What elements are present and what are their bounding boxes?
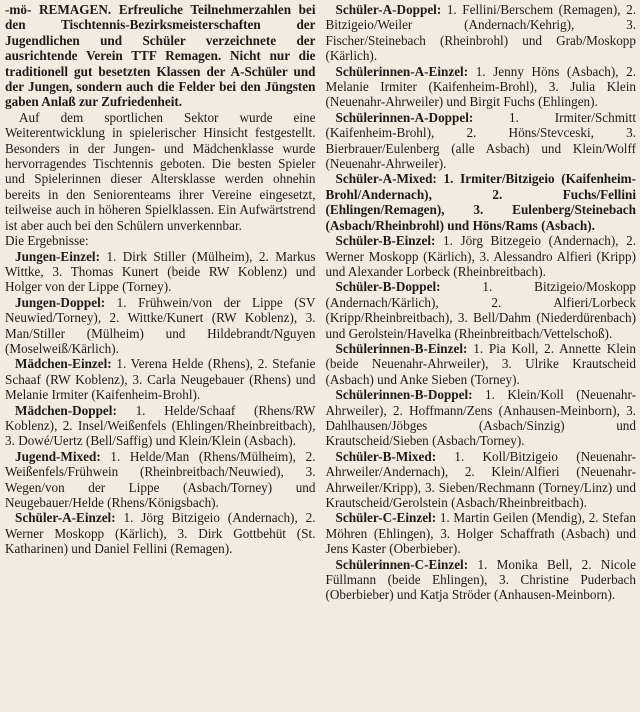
dateline: -mö- REMAGEN. — [5, 2, 112, 17]
result-maedchen-doppel: Mädchen-Doppel: 1. Helde/Schaaf (Rhens/RW Koblenz), 2. Insel/Weißenfels (Ehlingen/Rheinbreitbach), 3. Dowé/Uertz (Bell/Saffig) und Klein/Klein (Asbach). — [5, 402, 316, 449]
result-schueler-b-mixed: Schüler-B-Mixed: 1. Koll/Bitzigeio (Neuenahr-Ahrweiler/Andernach), 2. Klein/Alfieri (Neuenahr-Ahrweiler/Kripp), 3. Sieben/Rechmann (Torney/Linz) und Krautscheid/Gerolstein (Asbach/Rheinbreitbach). — [325, 448, 637, 510]
result-maedchen-einzel: Mädchen-Einzel: 1. Verena Helde (Rhens), 2. Stefanie Schaaf (RW Koblenz), 3. Carla Neugebauer (Rhens) und Melanie Irmiter (Kaifenheim-Brohl). — [5, 356, 316, 403]
lead-text: Erfreuliche Teilnehmerzahlen bei den Tischtennis-Bezirksmeisterschaften der Jugendlichen und Schüler verzeichnete der ausrichtende Verein TTF Remagen. Nicht nur die traditionell gut besetzten Klassen der A-Schüler und der Jungen, sondern auch die Felder bei den Jüngsten gaben Anlaß zur Zufriedenheit. — [5, 2, 316, 110]
right-column — [326, 2, 637, 712]
article-lead — [5, 2, 316, 110]
article-paragraph: Auf dem sportlichen Sektor wurde eine Weiterentwicklung in spielerischer Hinsicht festgestellt. Besonders in der Jungen- und Mädchenklasse wurde hervorragendes Tischtennis geboten. Die besten Spieler und Spielerinnen dieser Altersklasse werden ohnehin bereits in den Seniorenteams ihrer Vereine eingesetzt, teilweise auch in höheren Spielklassen. Ein Aufwärtstrend ist aber auch bei den Schülern unverkennbar. — [5, 109, 316, 233]
result-schuelerinnen-c-einzel: Schülerinnen-C-Einzel: 1. Monika Bell, 2. Nicole Füllmann (beide Ehlingen), 3. Christine Puderbach (Oberbieber) und Katja Ströder (Anhausen-Meinborn). — [325, 556, 637, 603]
result-jungen-doppel: Jungen-Doppel: 1. Frühwein/von der Lippe (SV Neuwied/Torney), 2. Wittke/Kunert (RW Koblenz), 3. Man/Stiller (Mülheim) und Hildebrandt/Nguyen (Moselweiß/Kärlich). — [5, 294, 316, 356]
result-schueler-b-doppel: Schüler-B-Doppel: 1. Bitzigeio/Moskopp (Andernach/Kärlich), 2. Alfieri/Lorbeck (Kripp/Rheinbreitbach), 3. Bell/Dahm (Niederdürenbach) und Gerolstein/Havelka (Rheinbreitbach/Vettelschoß). — [325, 279, 636, 341]
result-schuelerinnen-b-doppel: Schülerinnen-B-Doppel: 1. Klein/Koll (Neuenahr-Ahrweiler), 2. Hoffmann/Zens (Anhausen-Meinborn), 3. Dahlhausen/Jöbges (Asbach/Sinzig) und Krautscheid/Sieben (Asbach/Torney). — [325, 387, 637, 449]
result-schueler-c-einzel: Schüler-C-Einzel: 1. Martin Geilen (Mendig), 2. Stefan Möhren (Ehlingen), 3. Holger Schaffrath (Asbach) und Jens Kaster (Oberbieber). — [325, 510, 637, 557]
result-schuelerinnen-b-einzel: Schülerinnen-B-Einzel: 1. Pia Koll, 2. Annette Klein (beide Neuenahr-Ahrweiler), 3. Ulrike Krautscheid (Asbach) und Anke Sieben (Torney). — [325, 340, 636, 387]
results-intro: Die Ergebnisse: — [5, 233, 89, 249]
result-jugend-mixed: Jugend-Mixed: 1. Helde/Man (Rhens/Mülheim), 2. Weißenfels/Frühwein (Rheinbreitbach/Neuwied), 3. Wegen/von der Lippe (Asbach/Torney) und Neugebauer/Helde (Rhens/Königsbach). — [5, 448, 316, 510]
result-schuelerinnen-a-einzel: Schülerinnen-A-Einzel: 1. Jenny Höns (Asbach), 2. Melanie Irmiter (Kaifenheim-Brohl), 3. Julia Klein (Neuenahr-Ahrweiler) und Birgit Fuchs (Ehlingen). — [325, 63, 636, 110]
result-schueler-b-einzel: Schüler-B-Einzel: 1. Jörg Bitzegeio (Andernach), 2. Werner Moskopp (Kärlich), 3. Alessandro Alfieri (Kripp) und Alexander Lorbeck (Rheinbreitbach). — [325, 233, 637, 279]
left-column — [5, 2, 316, 712]
result-jungen-einzel: Jungen-Einzel: 1. Dirk Stiller (Mülheim), 2. Markus Wittke, 3. Thomas Kunert (beide RW Koblenz) und Holger von der Lippe (Torney). — [5, 248, 316, 295]
result-schueler-a-einzel: Schüler-A-Einzel: 1. Jörg Bitzigeio (Andernach), 2. Werner Moskopp (Kärlich), 3. Dirk Gottbehüt (St. Katharinen) und Daniel Fellini (Remagen). — [5, 510, 316, 557]
result-schueler-a-mixed: Schüler-A-Mixed: 1. Irmiter/Bitzigeio (Kaifenheim-Brohl/Andernach), 2. Fuchs/Fellini (Ehlingen/Remagen), 3. Eulenberg/Steinebach (Asbach/Rheinbrohl) und Höns/Rams (Asbach). — [325, 171, 637, 233]
result-schuelerinnen-a-doppel: Schülerinnen-A-Doppel: 1. Irmiter/Schmitt (Kaifenheim-Brohl), 2. Höns/Stevceski, 3. Bierbrauer/Eulenberg (alle Asbach) und Klein/Wolff (Neuenahr-Ahrweiler). — [325, 109, 637, 172]
result-schueler-a-doppel: Schüler-A-Doppel: 1. Fellini/Berschem (Remagen), 2. Bitzigeio/Weiler (Andernach/Kehrig), 3. Fischer/Steinebach (Rheinbrohl) und Grab/Moskopp (Kärlich). — [325, 2, 636, 64]
